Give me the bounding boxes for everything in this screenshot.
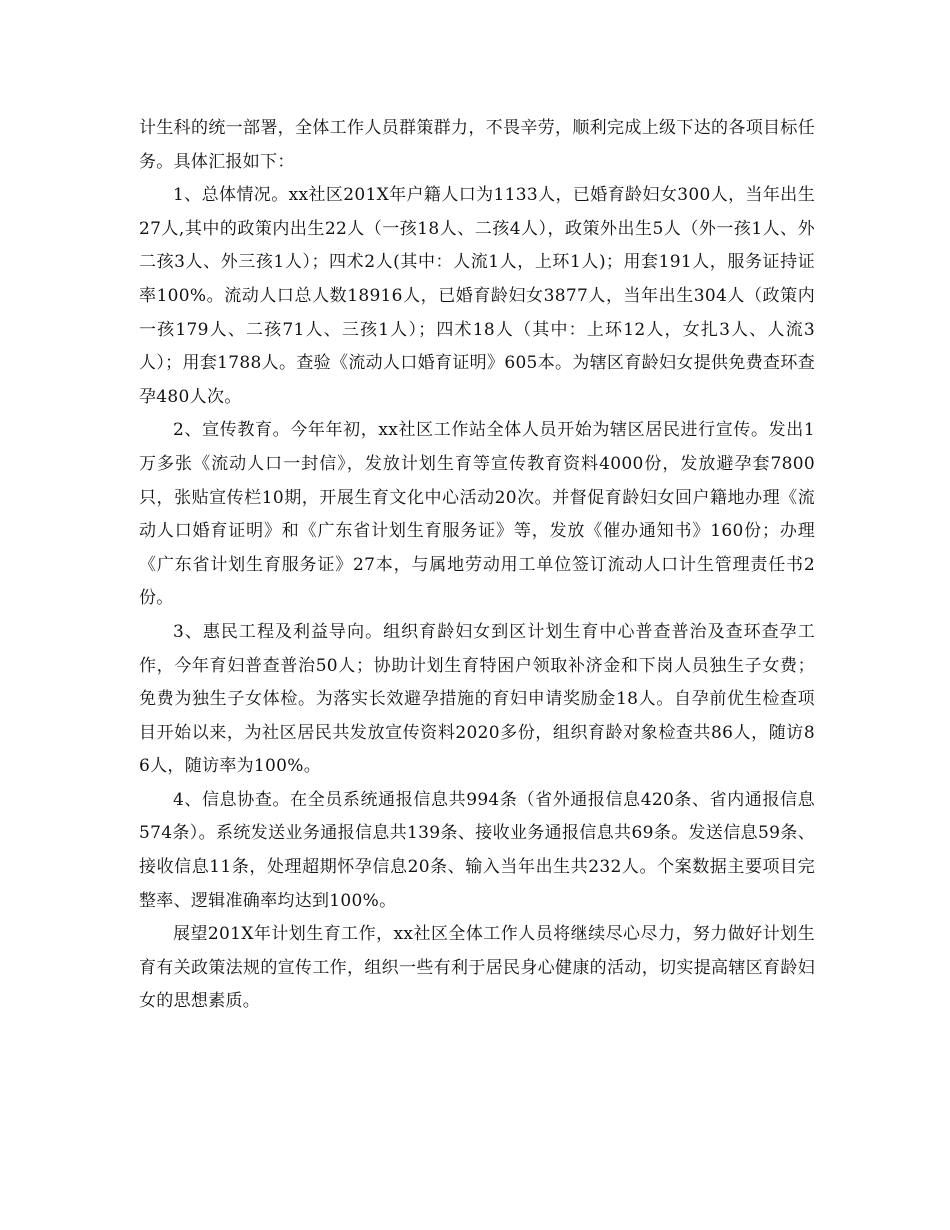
paragraph-publicity-education: 2、宣传教育。今年年初，xx社区工作站全体人员开始为辖区居民进行宣传。发出1万多张《流动人口一封信》，发放计划生育等宣传教育资料4000份，发放避孕套7800只，张贴宣传栏10期，开展生育文化中心活动20次。并督促育龄妇女回户籍地办理《流动人口婚育证明》和《广东省计划生育服务证》等，发放《催办通知书》160份；办理《广东省计划生育服务证》27本，与属地劳动用工单位签订流动人口计生管理责任书2份。 (139, 420, 815, 609)
paragraph-information-check: 4、信息协查。在全员系统通报信息共994条（省外通报信息420条、省内通报信息574条）。系统发送业务通报信息共139条、接收业务通报信息共69条。发送信息59条、接收信息11条，处理超期怀孕信息20条、输入当年出生共232人。个案数据主要项目完整率、逻辑准确率均达到100%。 (139, 789, 815, 911)
paragraph-benefit-projects: 3、惠民工程及利益导向。组织育龄妇女到区计划生育中心普查普治及查环查孕工作，今年育妇普查普治50人；协助计划生育特困户领取补济金和下岗人员独生子女费；免费为独生子女体检。为落实长效避孕措施的育妇申请奖励金18人。自孕前优生检查项目开始以来，为社区居民共发放宣传资料2020多份，组织育龄对象检查共86人，随访86人，随访率为100%。 (139, 621, 815, 777)
paragraph-outlook: 展望201X年计划生育工作，xx社区全体工作人员将继续尽心尽力，努力做好计划生育有关政策法规的宣传工作，组织一些有利于居民身心健康的活动，切实提高辖区育龄妇女的思想素质。 (139, 924, 815, 1012)
paragraph-intro-continuation: 计生科的统一部署，全体工作人员群策群力，不畏辛劳，顺利完成上级下达的各项目标任务。具体汇报如下： (139, 118, 815, 172)
document-body (139, 112, 815, 1019)
paragraph-overall-situation: 1、总体情况。xx社区201X年户籍人口为1133人，已婚育龄妇女300人，当年出生27人,其中的政策内出生22人（一孩18人、二孩4人），政策外出生5人（外一孩1人、外二孩3人、外三孩1人）；四术2人(其中：人流1人，上环1人)；用套191人，服务证持证率100%。流动人口总人数18916人，已婚育龄妇女3877人，当年出生304人（政策内一孩179人、二孩71人、三孩1人）；四术18人（其中：上环12人，女扎3人、人流3人）；用套1788人。查验《流动人口婚育证明》605本。为辖区育龄妇女提供免费查环查孕480人次。 (139, 185, 815, 407)
